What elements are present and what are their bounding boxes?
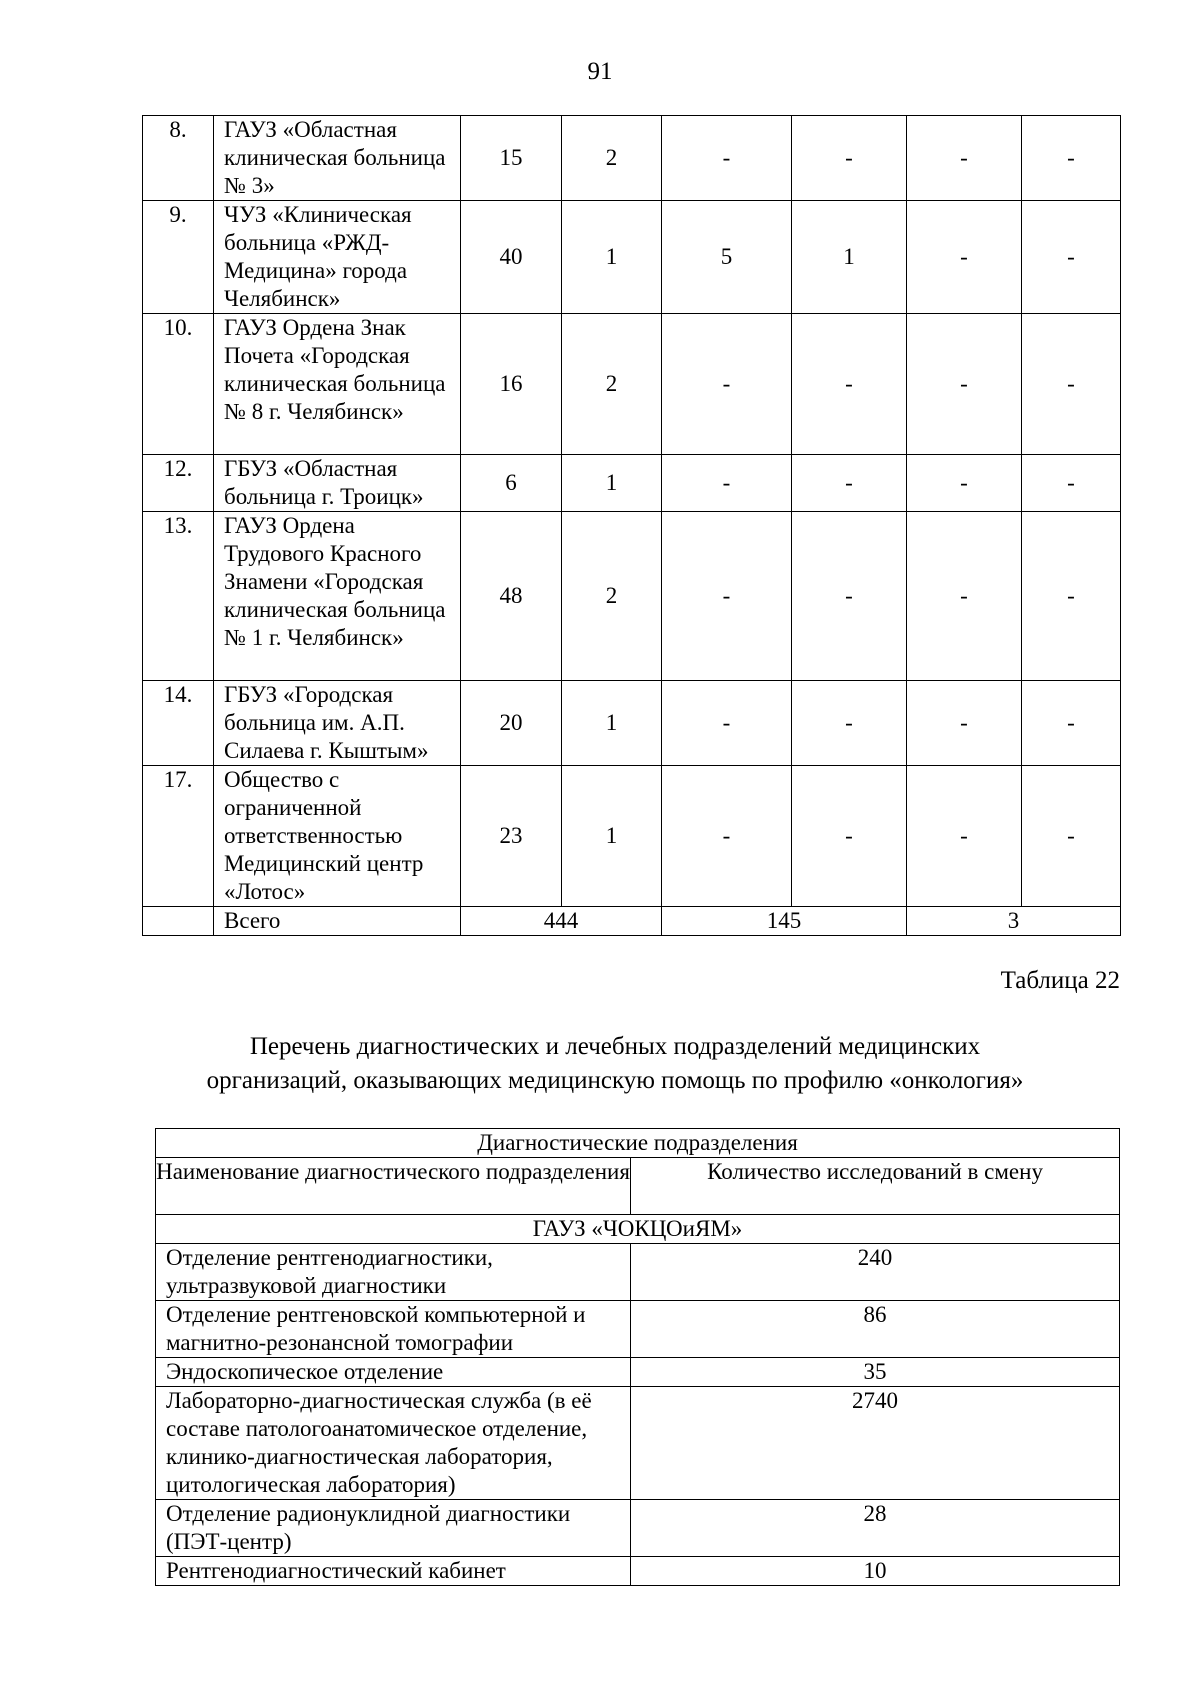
cell-value: 1: [562, 766, 662, 907]
cell-value: 16: [461, 314, 562, 455]
cell-value: -: [1022, 766, 1121, 907]
unit-name: Отделение рентгенодиагностики, ультразвуковой диагностики: [156, 1244, 631, 1301]
unit-name: Отделение радионуклидной диагностики (ПЭТ-центр): [156, 1500, 631, 1557]
total-value-3: 3: [907, 907, 1121, 936]
cell-value: 23: [461, 766, 562, 907]
table-row: [156, 1500, 1120, 1557]
table-row: [143, 314, 1121, 455]
table-caption: Таблица 22: [1000, 967, 1120, 994]
cell-value: -: [662, 512, 792, 681]
cell-value: 2: [562, 314, 662, 455]
organization-name: Общество с ограниченной ответственностью Медицинский центр «Лотос»: [214, 766, 461, 907]
cell-value: -: [1022, 116, 1121, 201]
cell-value: -: [1022, 201, 1121, 314]
cell-value: 15: [461, 116, 562, 201]
unit-name: Лабораторно-диагностическая служба (в её составе патологоанатомическое отделение, клинико-диагностическая лаборатория, цитологическая лаборатория): [156, 1387, 631, 1500]
cell-value: -: [907, 766, 1022, 907]
cell-value: -: [1022, 455, 1121, 512]
organization-name: ГБУЗ «Городская больница им. А.П. Силаева г. Кыштым»: [214, 681, 461, 766]
organization-name: ЧУЗ «Клиническая больница «РЖД-Медицина» города Челябинск»: [214, 201, 461, 314]
unit-count: 86: [631, 1301, 1120, 1358]
row-number: 8.: [143, 116, 214, 201]
cell-value: 6: [461, 455, 562, 512]
cell-value: -: [662, 766, 792, 907]
cell-value: -: [907, 314, 1022, 455]
total-row: [143, 907, 1121, 936]
cell-value: -: [907, 681, 1022, 766]
cell-value: -: [1022, 681, 1121, 766]
total-empty-cell: [143, 907, 214, 936]
cell-value: 1: [562, 681, 662, 766]
cell-value: -: [907, 512, 1022, 681]
table-title-line-2: организаций, оказывающих медицинскую помощь по профилю «онкология»: [206, 1067, 1024, 1094]
row-number: 12.: [143, 455, 214, 512]
table-row: [143, 455, 1121, 512]
cell-value: 20: [461, 681, 562, 766]
table-row: [156, 1244, 1120, 1301]
cell-value: -: [792, 116, 907, 201]
cell-value: 2: [562, 116, 662, 201]
cell-value: -: [662, 314, 792, 455]
unit-name: Эндоскопическое отделение: [156, 1358, 631, 1387]
table-row: [156, 1557, 1120, 1586]
cell-value: 5: [662, 201, 792, 314]
row-number: 9.: [143, 201, 214, 314]
cell-value: 1: [562, 201, 662, 314]
column-header-count: Количество исследований в смену: [631, 1158, 1120, 1215]
column-header-name: Наименование диагностического подразделения: [156, 1158, 631, 1215]
organization-name: ГАУЗ Ордена Знак Почета «Городская клиническая больница № 8 г. Челябинск»: [214, 314, 461, 455]
table-row: [156, 1301, 1120, 1358]
cell-value: -: [907, 116, 1022, 201]
total-value-1: 444: [461, 907, 662, 936]
cell-value: 48: [461, 512, 562, 681]
cell-value: -: [662, 116, 792, 201]
unit-count: 240: [631, 1244, 1120, 1301]
table-row: [143, 116, 1121, 201]
facilities-table: [142, 115, 1121, 936]
cell-value: -: [907, 201, 1022, 314]
total-value-2: 145: [662, 907, 907, 936]
row-number: 14.: [143, 681, 214, 766]
diagnostic-units-table: [155, 1128, 1120, 1586]
cell-value: 1: [792, 201, 907, 314]
row-number: 17.: [143, 766, 214, 907]
cell-value: -: [1022, 512, 1121, 681]
section-header: Диагностические подразделения: [156, 1129, 1120, 1158]
cell-value: -: [1022, 314, 1121, 455]
unit-count: 10: [631, 1557, 1120, 1586]
unit-name: Отделение рентгеновской компьютерной и магнитно-резонансной томографии: [156, 1301, 631, 1358]
cell-value: -: [792, 314, 907, 455]
cell-value: -: [907, 455, 1022, 512]
organization-row: [156, 1215, 1120, 1244]
organization-name: ГБУЗ «Областная больница г. Троицк»: [214, 455, 461, 512]
unit-count: 35: [631, 1358, 1120, 1387]
column-header-row: [156, 1158, 1120, 1215]
unit-count: 2740: [631, 1387, 1120, 1500]
table-row: [143, 766, 1121, 907]
table-row: [156, 1387, 1120, 1500]
section-header-row: [156, 1129, 1120, 1158]
page-number: 91: [587, 58, 613, 85]
organization-name: ГАУЗ «ЧОКЦОиЯМ»: [156, 1215, 1120, 1244]
table-row: [156, 1358, 1120, 1387]
cell-value: 1: [562, 455, 662, 512]
unit-name: Рентгенодиагностический кабинет: [156, 1557, 631, 1586]
table-row: [143, 201, 1121, 314]
organization-name: ГАУЗ Ордена Трудового Красного Знамени «Городская клиническая больница № 1 г. Челябинск»: [214, 512, 461, 681]
table-row: [143, 512, 1121, 681]
cell-value: -: [792, 681, 907, 766]
cell-value: -: [792, 766, 907, 907]
row-number: 10.: [143, 314, 214, 455]
total-label: Всего: [214, 907, 461, 936]
cell-value: 2: [562, 512, 662, 681]
cell-value: -: [792, 455, 907, 512]
unit-count: 28: [631, 1500, 1120, 1557]
organization-name: ГАУЗ «Областная клиническая больница № 3»: [214, 116, 461, 201]
table-title-line-1: Перечень диагностических и лечебных подразделений медицинских: [249, 1033, 981, 1060]
cell-value: -: [662, 455, 792, 512]
cell-value: -: [662, 681, 792, 766]
table-row: [143, 681, 1121, 766]
table-title: [110, 1030, 1120, 1098]
cell-value: -: [792, 512, 907, 681]
row-number: 13.: [143, 512, 214, 681]
cell-value: 40: [461, 201, 562, 314]
